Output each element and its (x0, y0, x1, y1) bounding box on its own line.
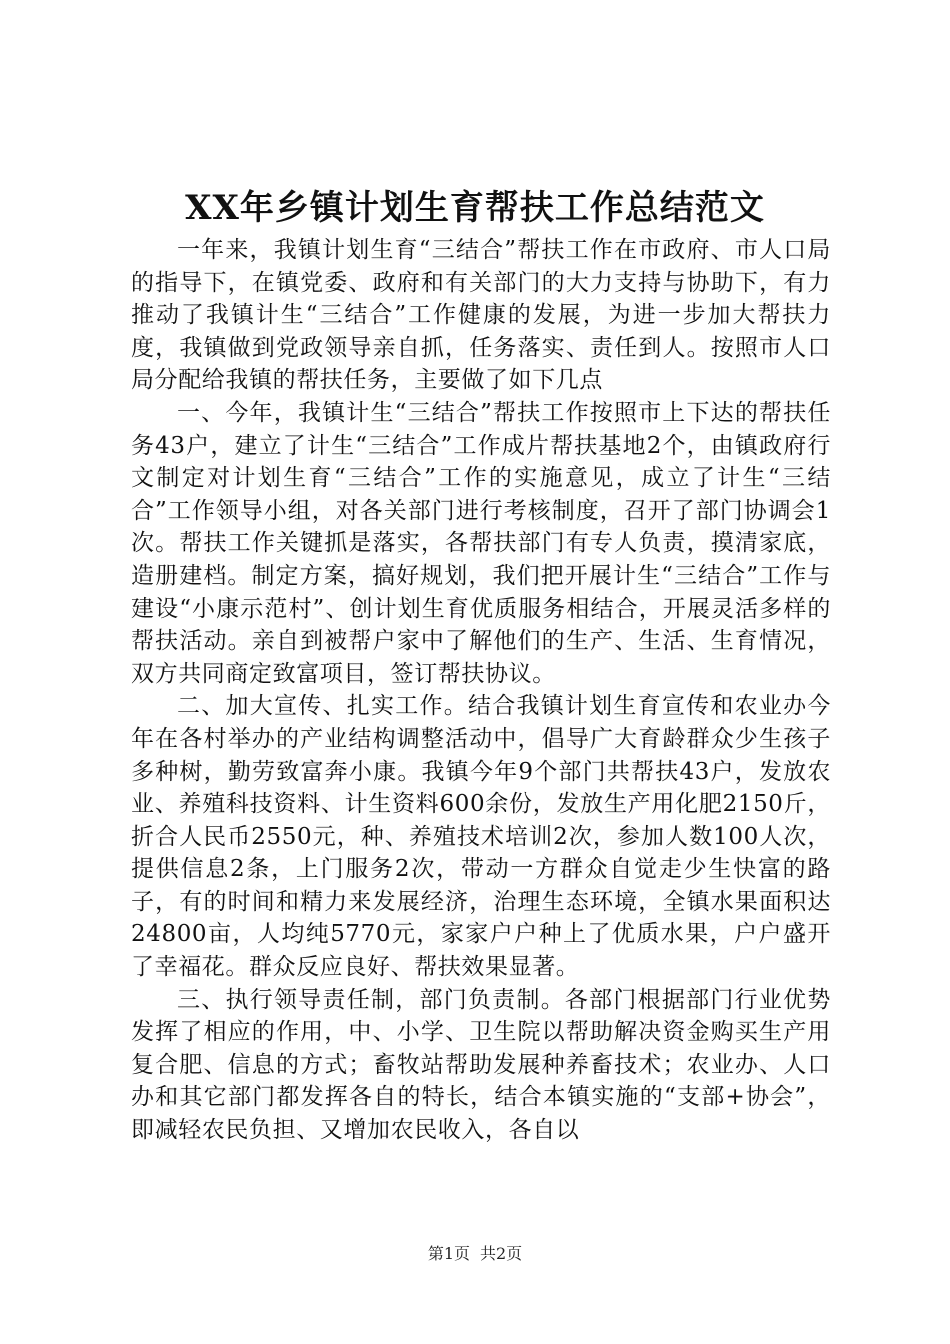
paragraph-section-2: 二、加大宣传、扎实工作。结合我镇计划生育宣传和农业办今年在各村举办的产业结构调整活动中，倡导广大育龄群众少生孩子多种树，勤劳致富奔小康。我镇今年9个部门共帮扶43户，发放农业、养殖科技资料、计生资料600余份，发放生产用化肥2150斤，折合人民币2550元，种、养殖技术培训2次，参加人数100人次，提供信息2条，上门服务2次，带动一方群众自觉走少生快富的路子，有的时间和精力来发展经济，治理生态环境，全镇水果面积达24800亩，人均纯5770元，家家户户种上了优质水果，户户盛开了幸福花。群众反应良好、帮扶效果显著。 (131, 693, 831, 981)
page-total: 共2页 (480, 1244, 523, 1263)
page-number: 第1页 (427, 1244, 470, 1263)
paragraph-intro: 一年来，我镇计划生育“三结合”帮扶工作在市政府、市人口局的指导下，在镇党委、政府和有关部门的大力支持与协助下，有力推动了我镇计生“三结合”工作健康的发展，为进一步加大帮扶力度，我镇做到党政领导亲自抓，任务落实、责任到人。按照市人口局分配给我镇的帮扶任务，主要做了如下几点 (131, 237, 831, 394)
paragraph-section-3: 三、执行领导责任制，部门负责制。各部门根据部门行业优势发挥了相应的作用，中、小学、卫生院以帮助解决资金购买生产用复合肥、信息的方式；畜牧站帮助发展种养畜技术；农业办、人口办和其它部门都发挥各自的特长，结合本镇实施的“支部+协会”，即减轻农民负担、又增加农民收入，各自以 (131, 986, 831, 1144)
paragraph-section-1: 一、今年，我镇计生“三结合”帮扶工作按照市上下达的帮扶任务43户，建立了计生“三结合”工作成片帮扶基地2个，由镇政府行文制定对计划生育“三结合”工作的实施意见，成立了计生“三结合”工作领导小组，对各关部门进行考核制度，召开了部门协调会1次。帮扶工作关键抓是落实，各帮扶部门有专人负责，摸清家底，造册建档。制定方案，搞好规划，我们把开展计生“三结合”工作与建设“小康示范村”、创计划生育优质服务相结合，开展灵活多样的帮扶活动。亲自到被帮户家中了解他们的生产、生活、生育情况，双方共同商定致富项目，签订帮扶协议。 (131, 399, 831, 687)
document-body (131, 234, 831, 1147)
document-title: XX年乡镇计划生育帮扶工作总结范文 (185, 188, 765, 228)
page-footer (0, 1244, 950, 1264)
